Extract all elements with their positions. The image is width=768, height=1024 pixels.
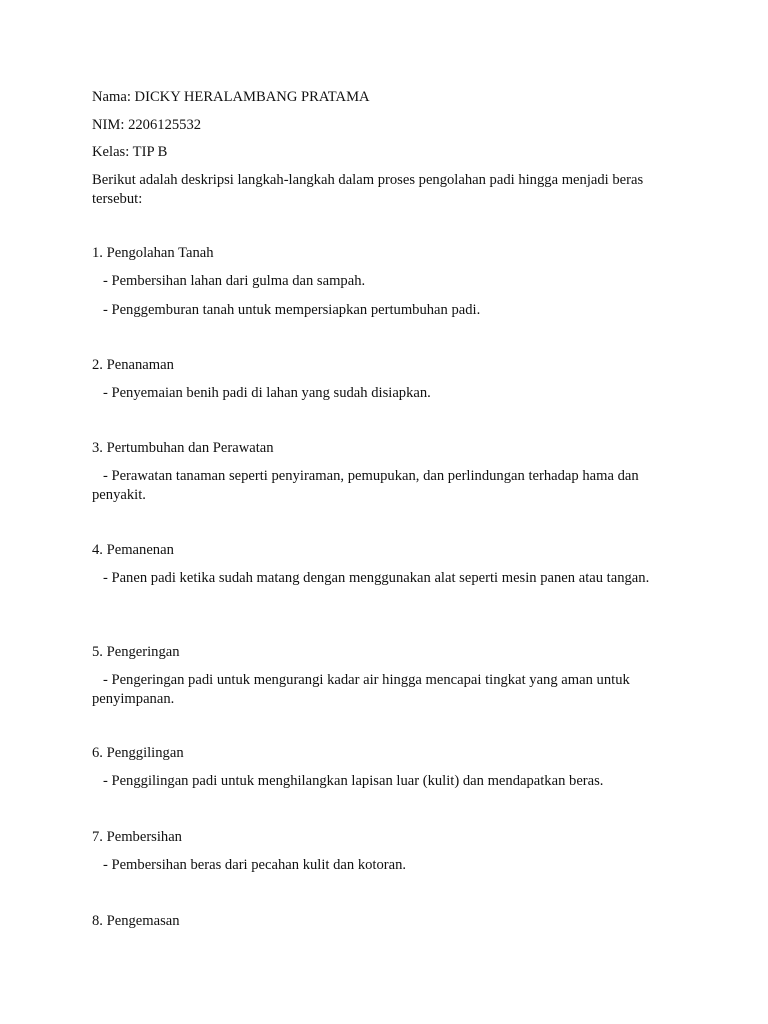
step-1-item-2: - Penggemburan tanah untuk mempersiapkan pertumbuhan padi. — [92, 302, 481, 318]
step-5-title: 5. Pengeringan — [92, 644, 180, 660]
student-class: Kelas: TIP B — [92, 144, 168, 160]
step-3-item-1: - Perawatan tanaman seperti penyiraman, pemupukan, dan perlindungan terhadap hama dan penyakit. — [92, 468, 643, 503]
step-4-item-1: - Panen padi ketika sudah matang dengan menggunakan alat seperti mesin panen atau tangan. — [92, 570, 650, 586]
step-2-title: 2. Penanaman — [92, 357, 174, 373]
student-name: Nama: DICKY HERALAMBANG PRATAMA — [92, 89, 370, 105]
step-2-item-1: - Penyemaian benih padi di lahan yang sudah disiapkan. — [92, 385, 431, 401]
step-4-title: 4. Pemanenan — [92, 542, 174, 558]
step-1-title: 1. Pengolahan Tanah — [92, 245, 214, 261]
step-6-title: 6. Penggilingan — [92, 745, 184, 761]
intro-paragraph: Berikut adalah deskripsi langkah-langkah dalam proses pengolahan padi hingga menjadi beras tersebut: — [92, 172, 644, 207]
step-7-item-1: - Pembersihan beras dari pecahan kulit dan kotoran. — [92, 857, 407, 873]
step-8-title: 8. Pengemasan — [92, 913, 180, 929]
step-3-title: 3. Pertumbuhan dan Perawatan — [92, 440, 274, 456]
student-nim: NIM: 2206125532 — [92, 117, 202, 133]
step-5-item-1: - Pengeringan padi untuk mengurangi kadar air hingga mencapai tingkat yang aman untuk penyimpanan. — [92, 672, 634, 707]
step-1-item-1: - Pembersihan lahan dari gulma dan sampah. — [92, 273, 366, 289]
step-6-item-1: - Penggilingan padi untuk menghilangkan lapisan luar (kulit) dan mendapatkan beras. — [92, 773, 604, 789]
step-7-title: 7. Pembersihan — [92, 829, 182, 845]
